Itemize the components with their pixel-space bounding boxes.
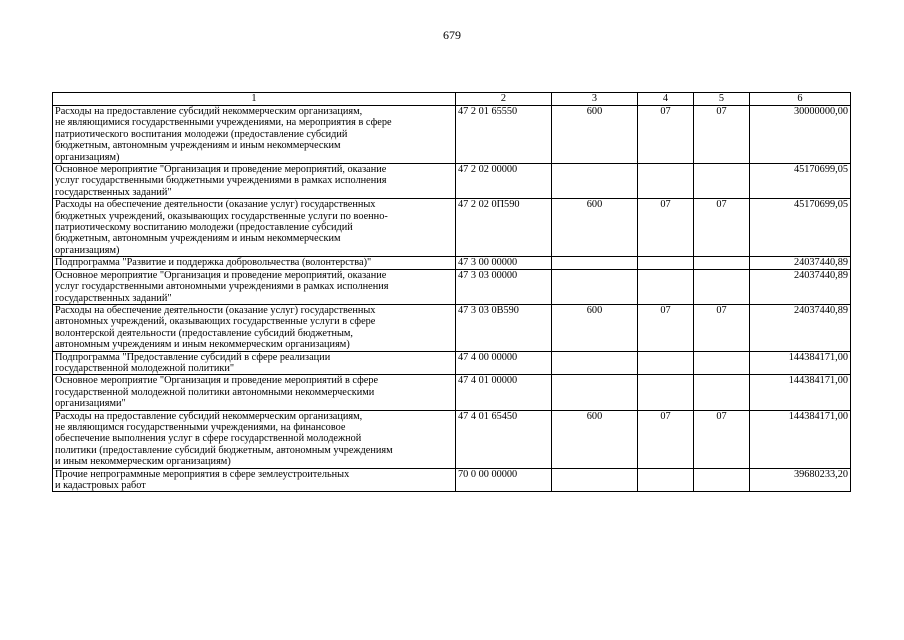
row-subsection: 07 <box>694 304 750 351</box>
description-line: и иным некоммерческим организациям) <box>55 456 231 468</box>
row-subsection <box>694 375 750 410</box>
row-code: 47 4 00 00000 <box>456 351 552 375</box>
column-header-1: 1 <box>53 93 456 106</box>
row-description <box>53 257 456 269</box>
table-row <box>53 410 851 468</box>
description-line: Подпрограмма "Предоставление субсидий в сфере реализации <box>55 351 331 363</box>
row-description <box>53 468 456 492</box>
row-section <box>638 257 694 269</box>
row-code: 47 2 02 00000 <box>456 164 552 199</box>
row-description <box>53 199 456 257</box>
row-code: 47 2 01 65550 <box>456 106 552 164</box>
row-subsection: 07 <box>694 410 750 468</box>
table-row <box>53 269 851 304</box>
row-code: 47 3 03 0В590 <box>456 304 552 351</box>
row-section <box>638 269 694 304</box>
description-line: волонтерской деятельности (предоставление субсидий бюджетным, <box>55 327 353 339</box>
row-code: 47 3 00 00000 <box>456 257 552 269</box>
description-line: государственной молодежной политики автономными некоммерческими <box>55 386 375 398</box>
row-expense-type <box>552 257 638 269</box>
row-amount: 45170699,05 <box>750 199 851 257</box>
table-row <box>53 199 851 257</box>
description-line: политики (предоставление субсидий бюджетным, автономным учреждениям <box>55 444 393 456</box>
row-subsection: 07 <box>694 199 750 257</box>
row-subsection <box>694 269 750 304</box>
description-line: Расходы на предоставление субсидий некоммерческим организациям, <box>55 106 363 117</box>
row-expense-type: 600 <box>552 304 638 351</box>
row-amount: 39680233,20 <box>750 468 851 492</box>
table-row <box>53 304 851 351</box>
row-expense-type <box>552 468 638 492</box>
row-expense-type <box>552 351 638 375</box>
description-line: государственных заданий" <box>55 292 172 304</box>
row-description <box>53 351 456 375</box>
row-expense-type: 600 <box>552 199 638 257</box>
description-line: обеспечение выполнения услуг в сфере государственной молодежной <box>55 433 362 445</box>
description-line: организациям) <box>55 244 120 256</box>
row-code: 47 4 01 65450 <box>456 410 552 468</box>
description-line: автономных учреждений, оказывающих государственные услуги в сфере <box>55 316 376 328</box>
description-line: автономным учреждениям и иным некоммерческим организациям) <box>55 339 350 351</box>
row-amount: 24037440,89 <box>750 269 851 304</box>
row-amount: 24037440,89 <box>750 257 851 269</box>
row-subsection <box>694 257 750 269</box>
description-line: не являющимися государственными учреждениями, на мероприятия в сфере <box>55 117 392 129</box>
row-expense-type: 600 <box>552 410 638 468</box>
row-expense-type <box>552 164 638 199</box>
row-amount: 24037440,89 <box>750 304 851 351</box>
row-expense-type <box>552 375 638 410</box>
table-row <box>53 106 851 164</box>
page-number: 679 <box>443 28 461 42</box>
row-section <box>638 375 694 410</box>
description-line: Основное мероприятие "Организация и проведение мероприятий в сфере <box>55 375 379 387</box>
description-line: организациями" <box>55 398 126 410</box>
row-section: 07 <box>638 106 694 164</box>
description-line: Основное мероприятие "Организация и проведение мероприятий, оказание <box>55 269 387 281</box>
table-row <box>53 257 851 269</box>
row-subsection <box>694 164 750 199</box>
description-line: организациям) <box>55 151 120 163</box>
column-header-4: 4 <box>638 93 694 106</box>
row-subsection: 07 <box>694 106 750 164</box>
table-row <box>53 164 851 199</box>
row-code: 47 2 02 0П590 <box>456 199 552 257</box>
row-section: 07 <box>638 199 694 257</box>
row-description <box>53 304 456 351</box>
column-header-3: 3 <box>552 93 638 106</box>
table-row <box>53 351 851 375</box>
table-row <box>53 375 851 410</box>
row-amount: 30000000,00 <box>750 106 851 164</box>
description-line: Расходы на предоставление субсидий некоммерческим организациям, <box>55 410 363 422</box>
row-section: 07 <box>638 304 694 351</box>
description-line: Расходы на обеспечение деятельности (оказание услуг) государственных <box>55 199 376 211</box>
row-amount: 144384171,00 <box>750 375 851 410</box>
description-line: Прочие непрограммные мероприятия в сфере землеустроительных <box>55 468 350 480</box>
description-line: бюджетным, автономным учреждениям и иным некоммерческим <box>55 140 341 152</box>
row-section: 07 <box>638 410 694 468</box>
row-section <box>638 164 694 199</box>
row-section <box>638 468 694 492</box>
column-header-5: 5 <box>694 93 750 106</box>
description-line: бюджетных учреждений, оказывающих государственные услуги по военно- <box>55 210 388 222</box>
description-line: услуг государственными автономными учреждениями в рамках исполнения <box>55 281 389 293</box>
description-line: Подпрограмма "Развитие и поддержка добровольчества (волонтерства)" <box>55 257 372 269</box>
row-subsection <box>694 351 750 375</box>
row-subsection <box>694 468 750 492</box>
row-description <box>53 269 456 304</box>
column-number-row <box>53 93 851 106</box>
budget-table <box>52 92 851 492</box>
row-description <box>53 375 456 410</box>
description-line: Основное мероприятие "Организация и проведение мероприятий, оказание <box>55 164 387 176</box>
table-row <box>53 468 851 492</box>
description-line: и кадастровых работ <box>55 480 146 491</box>
description-line: государственной молодежной политики" <box>55 362 235 374</box>
row-expense-type <box>552 269 638 304</box>
description-line: патриотическому воспитанию молодежи (предоставление субсидий <box>55 222 353 234</box>
description-line: Расходы на обеспечение деятельности (оказание услуг) государственных <box>55 304 376 316</box>
column-header-6: 6 <box>750 93 851 106</box>
description-line: не являющимся государственными учреждениями, на финансовое <box>55 421 346 433</box>
row-code: 47 3 03 00000 <box>456 269 552 304</box>
row-description <box>53 164 456 199</box>
column-header-2: 2 <box>456 93 552 106</box>
row-code: 70 0 00 00000 <box>456 468 552 492</box>
row-amount: 144384171,00 <box>750 410 851 468</box>
description-line: услуг государственными бюджетными учреждениями в рамках исполнения <box>55 175 387 187</box>
description-line: патриотического воспитания молодежи (предоставление субсидий <box>55 128 348 140</box>
row-amount: 45170699,05 <box>750 164 851 199</box>
row-amount: 144384171,00 <box>750 351 851 375</box>
description-line: государственных заданий" <box>55 186 172 198</box>
row-description <box>53 106 456 164</box>
description-line: бюджетным, автономным учреждениям и иным некоммерческим <box>55 233 341 245</box>
row-expense-type: 600 <box>552 106 638 164</box>
row-code: 47 4 01 00000 <box>456 375 552 410</box>
row-section <box>638 351 694 375</box>
row-description <box>53 410 456 468</box>
